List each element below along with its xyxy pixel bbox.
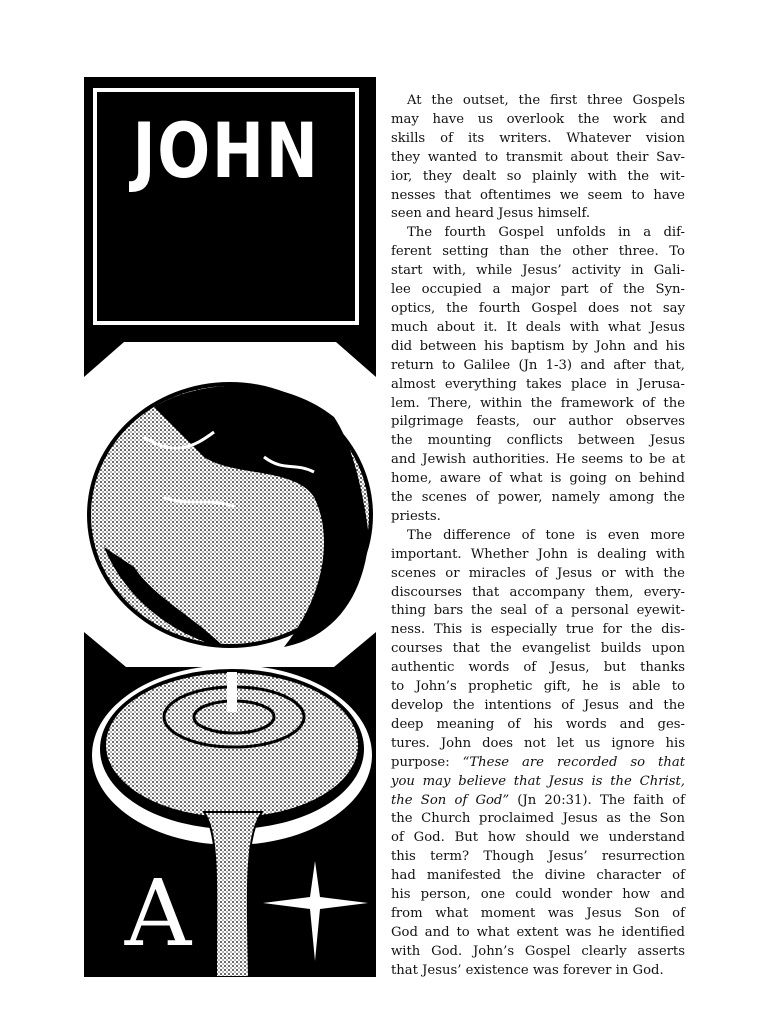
paragraph — [391, 527, 685, 981]
text-line: discourses that accompany them, every- — [391, 584, 685, 600]
text-line: At the outset, the first three Gospels — [407, 93, 685, 108]
paragraph — [391, 92, 685, 224]
text-line: thing bars the seal of a personal eyewit- — [391, 603, 685, 619]
text-line: lem. There, within the framework of the — [391, 395, 685, 411]
text-line: with God. John’s Gospel clearly asserts — [391, 943, 685, 959]
text-line: the mounting conflicts between Jesus — [391, 433, 685, 449]
text-line: tures. John does not let us ignore his — [391, 735, 685, 751]
text-line: skills of its writers. Whatever vision — [391, 130, 685, 146]
illustration-panel — [84, 77, 376, 977]
italic-quote: “These are recorded so that — [462, 754, 686, 770]
alpha-letter: A — [124, 860, 192, 967]
globe-image — [87, 382, 373, 648]
text-line: ior, they dealt so plainly with the wit- — [391, 168, 685, 184]
star-icon — [263, 861, 368, 961]
text-line: nesses that oftentimes we seem to have — [391, 187, 685, 203]
text-line: The difference of tone is even more — [407, 527, 685, 543]
text-line: seen and heard Jesus himself. — [391, 206, 591, 222]
text-line: optics, the fourth Gospel does not say — [391, 300, 685, 316]
text-line: did between his baptism by John and his — [391, 338, 685, 354]
text-line: important. Whether John is dealing with — [391, 546, 685, 562]
text-line — [391, 792, 685, 811]
text-line: The fourth Gospel unfolds in a dif- — [407, 225, 685, 241]
text-segment: (Jn 20:31). The faith of — [509, 792, 685, 808]
text-line: priests. — [391, 508, 441, 524]
text-line: courses that the evangelist builds upon — [391, 641, 685, 657]
text-line: much about it. It deals with what Jesus — [391, 319, 685, 335]
text-line: almost everything takes place in Jerusa- — [391, 376, 685, 392]
text-line: authentic words of Jesus, but thanks — [391, 660, 685, 676]
text-line: God and to what extent was he identified — [391, 924, 685, 940]
text-line: his person, one could wonder how and — [391, 887, 685, 903]
text-line: from what moment was Jesus Son of — [391, 905, 685, 921]
text-line: to John’s prophetic gift, he is able to — [391, 679, 685, 695]
text-line: ness. This is especially true for the dis- — [391, 622, 685, 638]
text-line: they wanted to transmit about their Sav- — [391, 149, 685, 165]
paragraph — [391, 224, 685, 527]
text-line — [391, 754, 685, 773]
text-line: the Church proclaimed Jesus as the Son — [391, 811, 685, 827]
text-line: that Jesus’ existence was forever in God. — [391, 962, 664, 978]
text-line: had manifested the divine character of — [391, 868, 685, 884]
text-line: develop the intentions of Jesus and the — [391, 698, 685, 713]
text-line: home, aware of what is going on behind — [391, 471, 685, 487]
text-line: of God. But how should we understand — [391, 830, 685, 846]
text-line: lee occupied a major part of the Syn- — [391, 282, 685, 298]
text-line: start with, while Jesus’ activity in Gali- — [391, 263, 685, 279]
text-line: may have us overlook the work and — [391, 111, 685, 127]
text-line: pilgrimage feasts, our author observes — [391, 414, 685, 430]
text-line: this term? Though Jesus’ resurrection — [391, 849, 685, 865]
text-line: ferent setting than the other three. To — [391, 244, 685, 260]
book-title: JOHN — [132, 106, 320, 195]
text-line — [391, 773, 685, 792]
title-box — [93, 88, 359, 325]
text-line: and Jewish authorities. He seems to be at — [391, 452, 685, 468]
article-body — [391, 92, 685, 981]
italic-quote: the Son of God” — [391, 792, 510, 808]
italic-quote: you may believe that Jesus is the Christ, — [391, 773, 685, 789]
text-line: scenes or miracles of Jesus or with the — [391, 565, 685, 581]
text-line: return to Galilee (Jn 1-3) and after that, — [391, 357, 685, 373]
text-line: deep meaning of his words and ges- — [391, 716, 685, 732]
text-segment: purpose: — [391, 754, 463, 770]
text-line: the scenes of power, namely among the — [391, 490, 685, 506]
